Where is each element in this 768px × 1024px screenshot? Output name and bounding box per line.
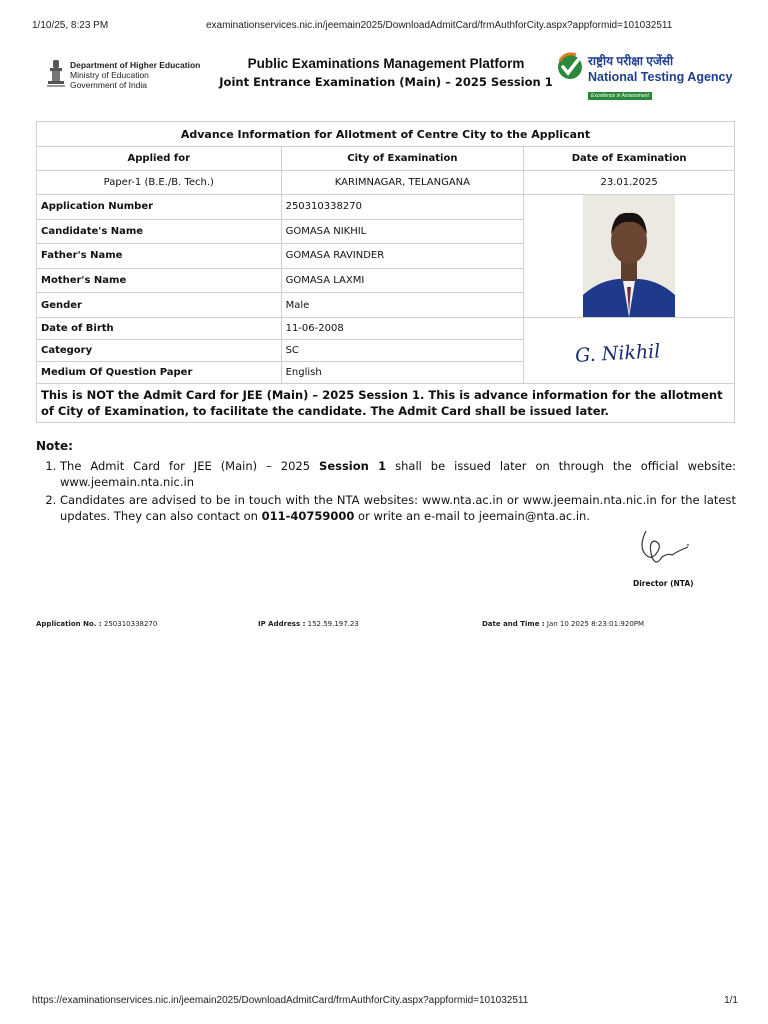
father-name-value: GOMASA RAVINDER	[281, 244, 524, 269]
table-caption: Advance Information for Allotment of Centre City to the Applicant	[37, 122, 735, 147]
dept-line-2: Ministry of Education	[70, 70, 149, 80]
mother-name-value: GOMASA LAXMI	[281, 268, 524, 293]
meta-dt-value: Jan 10 2025 8:23:01:920PM	[546, 620, 645, 628]
note-item-2	[60, 492, 736, 524]
applied-for-value: Paper-1 (B.E./B. Tech.)	[37, 171, 282, 195]
medium-value: English	[281, 362, 524, 384]
exam-title: Joint Entrance Examination (Main) – 2025 Session 1	[219, 75, 553, 89]
director-signature	[632, 527, 692, 572]
national-emblem-icon	[46, 58, 66, 90]
director-label: Director (NTA)	[633, 579, 694, 588]
candidate-photo	[583, 195, 675, 317]
not-admit-card-warning: This is NOT the Admit Card for JEE (Main) – 2025 Session 1. This is advance information for the allotment of City of Examination, to facilitate the candidate. The Admit Card shall be issued later.	[37, 384, 735, 423]
signature-text: G. Nikhil	[574, 339, 661, 367]
gender-value: Male	[281, 293, 524, 318]
application-number-label: Application Number	[37, 195, 282, 220]
print-url: examinationservices.nic.in/jeemain2025/DownloadAdmitCard/frmAuthforCity.aspx?appformid=101032511	[206, 20, 673, 31]
footer-url: https://examinationservices.nic.in/jeemain2025/DownloadAdmitCard/frmAuthforCity.aspx?appformid=101032511	[32, 995, 529, 1006]
meta-ip-address	[258, 620, 359, 628]
note-item-1-text-a: The Admit Card for JEE (Main) – 2025	[60, 459, 320, 473]
page-number: 1/1	[724, 995, 738, 1006]
medium-label: Medium Of Question Paper	[37, 362, 282, 384]
father-name-label: Father's Name	[37, 244, 282, 269]
candidate-signature	[569, 329, 689, 373]
note-item-1-session: Session 1	[319, 459, 387, 473]
platform-heading	[216, 56, 556, 89]
dob-value: 11-06-2008	[281, 318, 524, 340]
meta-date-time	[482, 620, 644, 628]
note-item-2-phone: 011-40759000	[261, 509, 355, 523]
note-item-2-text-c: or write an e-mail to jeemain@nta.ac.in.	[354, 509, 590, 523]
gender-label: Gender	[37, 293, 282, 318]
candidate-name-label: Candidate's Name	[37, 219, 282, 244]
candidate-name-value: GOMASA NIKHIL	[281, 219, 524, 244]
meta-dt-label: Date and Time :	[482, 620, 545, 628]
header-city: City of Examination	[281, 147, 524, 171]
nta-english-name: National Testing Agency	[588, 70, 733, 84]
print-datetime: 1/10/25, 8:23 PM	[32, 20, 109, 31]
city-value: KARIMNAGAR, TELANGANA	[281, 171, 524, 195]
platform-title: Public Examinations Management Platform	[247, 56, 525, 71]
department-block	[70, 60, 200, 90]
nta-wordmark	[588, 52, 732, 102]
meta-app-no-value: 250310338270	[103, 620, 158, 628]
nta-tagline: Excellence in Assessment	[588, 92, 652, 100]
category-value: SC	[281, 340, 524, 362]
meta-ip-value: 152.59.197.23	[307, 620, 359, 628]
exam-date-value: 23.01.2025	[524, 171, 735, 195]
category-label: Category	[37, 340, 282, 362]
note-item-1	[60, 458, 736, 490]
dept-line-1: Department of Higher Education	[70, 60, 201, 70]
photo-cell	[524, 195, 735, 318]
city-allotment-table	[36, 121, 735, 423]
note-item-1-text-c: shall be issued later on through the official website: www.jeemain.nta.nic.in	[60, 459, 737, 489]
header-applied-for: Applied for	[37, 147, 282, 171]
header-date: Date of Examination	[524, 147, 735, 171]
note-title: Note:	[36, 439, 73, 453]
mother-name-label: Mother's Name	[37, 268, 282, 293]
meta-app-no-label: Application No. :	[36, 620, 102, 628]
dept-line-3: Government of India	[70, 80, 148, 90]
dob-label: Date of Birth	[37, 318, 282, 340]
document-banner	[36, 52, 736, 98]
meta-ip-label: IP Address :	[258, 620, 306, 628]
signature-cell	[524, 318, 735, 384]
application-number-value: 250310338270	[281, 195, 524, 220]
note-section	[36, 438, 736, 526]
nta-hindi-name: राष्ट्रीय परीक्षा एजेंसी	[588, 54, 674, 68]
note-list	[60, 458, 736, 524]
meta-application-number	[36, 620, 157, 628]
note-item-2-text-a: Candidates are advised to be in touch with the NTA websites: www.nta.ac.in or www.jeemain.nta.nic.in for the latest updates. They can also contact on	[60, 493, 736, 523]
nta-logo-icon	[556, 52, 584, 82]
